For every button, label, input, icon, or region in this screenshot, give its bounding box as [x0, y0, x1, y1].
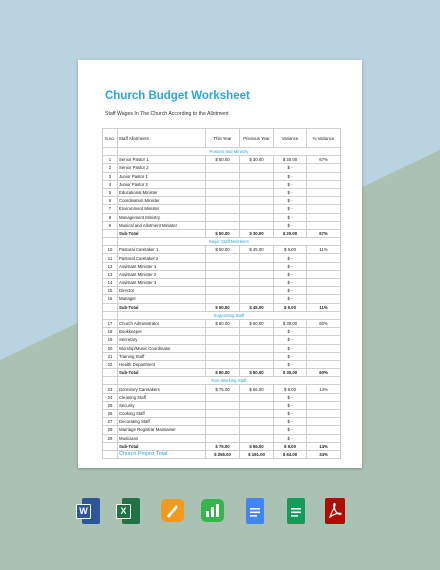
section-title: Non-Working Staff	[118, 377, 341, 385]
cell-variance: $ -	[274, 164, 307, 172]
cell-this-year	[206, 180, 240, 188]
cell-staff: Senior Pastor 1	[118, 156, 206, 164]
cell-previous-year	[240, 197, 274, 205]
cell-this-year: $ 75.00	[206, 385, 240, 393]
subtotal-this-year: $ 80.00	[206, 369, 240, 377]
section-header-row	[103, 377, 341, 385]
google-sheets-icon[interactable]	[281, 498, 305, 524]
cell-staff: Church Administrator	[118, 319, 206, 327]
subtotal-label: Sub-Total	[118, 303, 206, 311]
pages-icon[interactable]	[160, 498, 184, 524]
cell-variance: $ -	[274, 360, 307, 368]
cell-variance: $ -	[274, 262, 307, 270]
pdf-icon[interactable]	[321, 498, 345, 524]
empty-cell	[103, 369, 118, 377]
empty-cell	[103, 303, 118, 311]
subtotal-row	[103, 369, 341, 377]
table-row	[103, 410, 341, 418]
table-row	[103, 336, 341, 344]
subtotal-pct-variance: 67%	[307, 229, 341, 237]
cell-variance: $ -	[274, 418, 307, 426]
empty-cell	[103, 238, 118, 246]
cell-pct-variance	[307, 410, 341, 418]
cell-previous-year	[240, 336, 274, 344]
google-docs-icon[interactable]	[240, 498, 264, 524]
cell-pct-variance	[307, 180, 341, 188]
cell-staff: Pastoral Caretaker 1	[118, 246, 206, 254]
section-header-row	[103, 238, 341, 246]
cell-sno: 25	[103, 401, 118, 409]
cell-sno: 4	[103, 180, 118, 188]
cell-pct-variance	[307, 205, 341, 213]
subtotal-label: Sub-Total	[118, 442, 206, 450]
table-row	[103, 287, 341, 295]
cell-this-year	[206, 279, 240, 287]
cell-previous-year	[240, 270, 274, 278]
page-subtitle: Staff Wages In The Church According to the Allotment	[105, 111, 229, 117]
cell-previous-year	[240, 164, 274, 172]
cell-this-year	[206, 360, 240, 368]
subtotal-this-year: $ 50.00	[206, 229, 240, 237]
google-docs-icon-page	[246, 498, 264, 524]
cell-sno: 23	[103, 385, 118, 393]
cell-previous-year	[240, 418, 274, 426]
page-title: Church Budget Worksheet	[105, 90, 250, 102]
cell-pct-variance	[307, 197, 341, 205]
cell-staff: Assistant Minister 2	[118, 270, 206, 278]
cell-variance: $ 20.00	[274, 156, 307, 164]
cell-this-year	[206, 213, 240, 221]
cell-staff: Management Ministry	[118, 213, 206, 221]
cell-variance: $ -	[274, 434, 307, 442]
cell-sno: 29	[103, 434, 118, 442]
subtotal-row	[103, 442, 341, 450]
subtotal-this-year: $ 75.00	[206, 442, 240, 450]
cell-this-year	[206, 270, 240, 278]
cell-staff: Senior Pastor 2	[118, 164, 206, 172]
cell-staff: Cooking Staff	[118, 410, 206, 418]
subtotal-pct-variance: 14%	[307, 442, 341, 450]
cell-pct-variance	[307, 213, 341, 221]
cell-this-year	[206, 393, 240, 401]
cell-pct-variance	[307, 270, 341, 278]
cell-sno: 8	[103, 213, 118, 221]
cell-pct-variance	[307, 172, 341, 180]
worksheet-page	[78, 60, 362, 468]
cell-sno: 21	[103, 352, 118, 360]
cell-previous-year	[240, 262, 274, 270]
empty-cell	[103, 148, 118, 156]
empty-cell	[103, 377, 118, 385]
cell-sno: 11	[103, 254, 118, 262]
cell-pct-variance	[307, 336, 341, 344]
cell-this-year	[206, 262, 240, 270]
table-row	[103, 246, 341, 254]
cell-pct-variance	[307, 164, 341, 172]
section-title: Major Staff Members	[118, 238, 341, 246]
cell-variance: $ -	[274, 213, 307, 221]
subtotal-variance: $ 5.00	[274, 303, 307, 311]
grand-total-label: Church Project Total	[118, 450, 206, 458]
cell-variance: $ -	[274, 393, 307, 401]
column-header-sno: S.no.	[103, 129, 118, 148]
cell-variance: $ -	[274, 221, 307, 229]
subtotal-label: Sub-Total	[118, 369, 206, 377]
cell-previous-year	[240, 410, 274, 418]
cell-this-year	[206, 352, 240, 360]
cell-previous-year	[240, 360, 274, 368]
subtotal-previous-year: $ 66.00	[240, 442, 274, 450]
subtotal-variance: $ 20.00	[274, 229, 307, 237]
cell-sno: 16	[103, 295, 118, 303]
cell-previous-year	[240, 295, 274, 303]
cell-staff: Worship/Music Coordinator	[118, 344, 206, 352]
cell-previous-year: $ 30.00	[240, 156, 274, 164]
cell-this-year	[206, 344, 240, 352]
excel-icon-letter: X	[116, 504, 131, 519]
cell-this-year	[206, 188, 240, 196]
cell-pct-variance	[307, 360, 341, 368]
word-icon-letter: W	[76, 504, 91, 519]
cell-this-year	[206, 328, 240, 336]
empty-cell	[103, 229, 118, 237]
empty-cell	[103, 450, 118, 458]
cell-variance: $ -	[274, 410, 307, 418]
cell-sno: 28	[103, 426, 118, 434]
pages-icon-tile	[161, 499, 184, 522]
cell-staff: Musicians	[118, 434, 206, 442]
cell-variance: $ 30.00	[274, 319, 307, 327]
cell-sno: 2	[103, 164, 118, 172]
section-header-row	[103, 148, 341, 156]
budget-table	[102, 128, 341, 459]
cell-previous-year	[240, 172, 274, 180]
pdf-icon-page	[325, 498, 345, 524]
table-row	[103, 172, 341, 180]
table-row	[103, 188, 341, 196]
cell-this-year	[206, 426, 240, 434]
table-row	[103, 344, 341, 352]
cell-sno: 26	[103, 410, 118, 418]
cell-staff: Environment Minister	[118, 205, 206, 213]
empty-cell	[103, 442, 118, 450]
cell-staff: Junior Pastor 2	[118, 180, 206, 188]
table-row	[103, 213, 341, 221]
table-row	[103, 197, 341, 205]
cell-staff: Coordination Minister	[118, 197, 206, 205]
cell-pct-variance	[307, 434, 341, 442]
cell-variance: $ -	[274, 426, 307, 434]
cell-previous-year	[240, 352, 274, 360]
cell-this-year	[206, 295, 240, 303]
cell-previous-year	[240, 279, 274, 287]
cell-staff: Educational Minister	[118, 188, 206, 196]
table-row	[103, 434, 341, 442]
cell-pct-variance	[307, 221, 341, 229]
cell-sno: 6	[103, 197, 118, 205]
cell-this-year: $ 80.00	[206, 319, 240, 327]
google-sheets-icon-page	[287, 498, 305, 524]
cell-pct-variance: 14%	[307, 385, 341, 393]
cell-pct-variance	[307, 352, 341, 360]
cell-staff: Secretary	[118, 336, 206, 344]
cell-staff: Bookkeeper	[118, 328, 206, 336]
subtotal-row	[103, 229, 341, 237]
cell-this-year	[206, 172, 240, 180]
format-icons-row	[78, 498, 362, 526]
table-row	[103, 262, 341, 270]
cell-previous-year	[240, 213, 274, 221]
table-row	[103, 426, 341, 434]
cell-variance: $ -	[274, 205, 307, 213]
cell-this-year	[206, 205, 240, 213]
table-row	[103, 295, 341, 303]
cell-staff: Assistant Minister 1	[118, 262, 206, 270]
subtotal-variance: $ 30.00	[274, 369, 307, 377]
subtotal-pct-variance: 11%	[307, 303, 341, 311]
section-title: Pastors and Ministry	[118, 148, 341, 156]
cell-previous-year	[240, 434, 274, 442]
cell-sno: 24	[103, 393, 118, 401]
column-header-staff: Staff Allotments	[118, 129, 206, 148]
cell-previous-year	[240, 426, 274, 434]
cell-pct-variance	[307, 279, 341, 287]
cell-variance: $ -	[274, 180, 307, 188]
cell-variance: $ 5.00	[274, 246, 307, 254]
cell-previous-year	[240, 180, 274, 188]
cell-pct-variance	[307, 344, 341, 352]
empty-cell	[103, 311, 118, 319]
subtotal-previous-year: $ 50.00	[240, 369, 274, 377]
cell-variance: $ -	[274, 287, 307, 295]
cell-staff: Assistant Minister 3	[118, 279, 206, 287]
cell-this-year	[206, 197, 240, 205]
cell-previous-year	[240, 393, 274, 401]
cell-staff: Pastoral Caretaker 2	[118, 254, 206, 262]
cell-this-year	[206, 254, 240, 262]
grand-total-previous-year: $ 191.00	[240, 450, 274, 458]
cell-variance: $ -	[274, 279, 307, 287]
cell-previous-year: $ 50.00	[240, 319, 274, 327]
table-row	[103, 393, 341, 401]
cell-sno: 27	[103, 418, 118, 426]
cell-this-year: $ 50.00	[206, 156, 240, 164]
grand-total-row	[103, 450, 341, 458]
cell-previous-year	[240, 401, 274, 409]
cell-previous-year	[240, 254, 274, 262]
subtotal-variance: $ 9.00	[274, 442, 307, 450]
column-header-variance: Variance	[274, 129, 307, 148]
cell-staff: Marriage Registrar Maintainer	[118, 426, 206, 434]
cell-this-year	[206, 164, 240, 172]
cell-sno: 1	[103, 156, 118, 164]
cell-this-year	[206, 410, 240, 418]
cell-pct-variance	[307, 262, 341, 270]
cell-staff: Junior Pastor 1	[118, 172, 206, 180]
cell-variance: $ -	[274, 401, 307, 409]
cell-staff: Cleaning Staff	[118, 393, 206, 401]
table-row	[103, 254, 341, 262]
table-row	[103, 401, 341, 409]
cell-previous-year	[240, 205, 274, 213]
numbers-icon-tile	[201, 499, 224, 522]
cell-sno: 18	[103, 328, 118, 336]
subtotal-previous-year: $ 30.00	[240, 229, 274, 237]
table-row	[103, 221, 341, 229]
cell-this-year	[206, 287, 240, 295]
cell-pct-variance: 67%	[307, 156, 341, 164]
cell-sno: 13	[103, 270, 118, 278]
table-row	[103, 164, 341, 172]
cell-pct-variance	[307, 426, 341, 434]
cell-variance: $ -	[274, 344, 307, 352]
cell-variance: $ -	[274, 295, 307, 303]
cell-pct-variance	[307, 287, 341, 295]
cell-staff: Musical and Allotment Minister	[118, 221, 206, 229]
cell-staff: Training Staff	[118, 352, 206, 360]
cell-sno: 9	[103, 221, 118, 229]
table-row	[103, 319, 341, 327]
section-header-row	[103, 311, 341, 319]
cell-previous-year	[240, 221, 274, 229]
grand-total-this-year: $ 255.00	[206, 450, 240, 458]
cell-variance: $ -	[274, 270, 307, 278]
table-body	[103, 148, 341, 459]
cell-staff: Manager	[118, 295, 206, 303]
subtotal-row	[103, 303, 341, 311]
cell-pct-variance	[307, 393, 341, 401]
section-title: Supporting Staff	[118, 311, 341, 319]
cell-this-year: $ 50.00	[206, 246, 240, 254]
column-header-this-year: This Year	[206, 129, 240, 148]
cell-this-year	[206, 434, 240, 442]
table-row	[103, 352, 341, 360]
cell-sno: 20	[103, 344, 118, 352]
table-header-row	[103, 129, 341, 148]
excel-icon[interactable]	[116, 498, 140, 524]
cell-staff: Decorating Staff	[118, 418, 206, 426]
cell-variance: $ -	[274, 352, 307, 360]
cell-sno: 19	[103, 336, 118, 344]
cell-pct-variance	[307, 295, 341, 303]
cell-previous-year	[240, 287, 274, 295]
cell-sno: 12	[103, 262, 118, 270]
cell-variance: $ -	[274, 188, 307, 196]
table-row	[103, 156, 341, 164]
cell-previous-year	[240, 188, 274, 196]
cell-sno: 7	[103, 205, 118, 213]
cell-previous-year: $ 66.00	[240, 385, 274, 393]
cell-pct-variance	[307, 328, 341, 336]
cell-sno: 22	[103, 360, 118, 368]
cell-sno: 3	[103, 172, 118, 180]
subtotal-this-year: $ 50.00	[206, 303, 240, 311]
cell-pct-variance	[307, 401, 341, 409]
grand-total-variance: $ 64.00	[274, 450, 307, 458]
cell-variance: $ -	[274, 172, 307, 180]
cell-variance: $ -	[274, 254, 307, 262]
cell-staff: Director	[118, 287, 206, 295]
cell-this-year	[206, 221, 240, 229]
cell-staff: Security	[118, 401, 206, 409]
cell-this-year	[206, 401, 240, 409]
cell-variance: $ -	[274, 197, 307, 205]
table-row	[103, 418, 341, 426]
cell-this-year	[206, 336, 240, 344]
cell-sno: 17	[103, 319, 118, 327]
table-row	[103, 360, 341, 368]
cell-sno: 14	[103, 279, 118, 287]
cell-pct-variance: 60%	[307, 319, 341, 327]
cell-pct-variance: 11%	[307, 246, 341, 254]
cell-variance: $ 9.00	[274, 385, 307, 393]
table-row	[103, 328, 341, 336]
cell-pct-variance	[307, 188, 341, 196]
cell-this-year	[206, 418, 240, 426]
cell-sno: 15	[103, 287, 118, 295]
subtotal-label: Sub-Total	[118, 229, 206, 237]
subtotal-pct-variance: 60%	[307, 369, 341, 377]
column-header-previous-year: Previous Year	[240, 129, 274, 148]
table-row	[103, 385, 341, 393]
table-row	[103, 205, 341, 213]
cell-staff: Dormitory Caretakers	[118, 385, 206, 393]
table-row	[103, 270, 341, 278]
cell-staff: Health Department	[118, 360, 206, 368]
cell-sno: 5	[103, 188, 118, 196]
cell-pct-variance	[307, 254, 341, 262]
word-icon[interactable]	[76, 498, 100, 524]
subtotal-previous-year: $ 45.00	[240, 303, 274, 311]
cell-previous-year	[240, 328, 274, 336]
grand-total-pct-variance: 34%	[307, 450, 341, 458]
cell-previous-year: $ 45.00	[240, 246, 274, 254]
numbers-icon[interactable]	[200, 498, 224, 524]
cell-sno: 10	[103, 246, 118, 254]
cell-previous-year	[240, 344, 274, 352]
table-row	[103, 279, 341, 287]
cell-variance: $ -	[274, 336, 307, 344]
cell-pct-variance	[307, 418, 341, 426]
cell-variance: $ -	[274, 328, 307, 336]
column-header-pct-variance: % Variance	[307, 129, 341, 148]
table-row	[103, 180, 341, 188]
